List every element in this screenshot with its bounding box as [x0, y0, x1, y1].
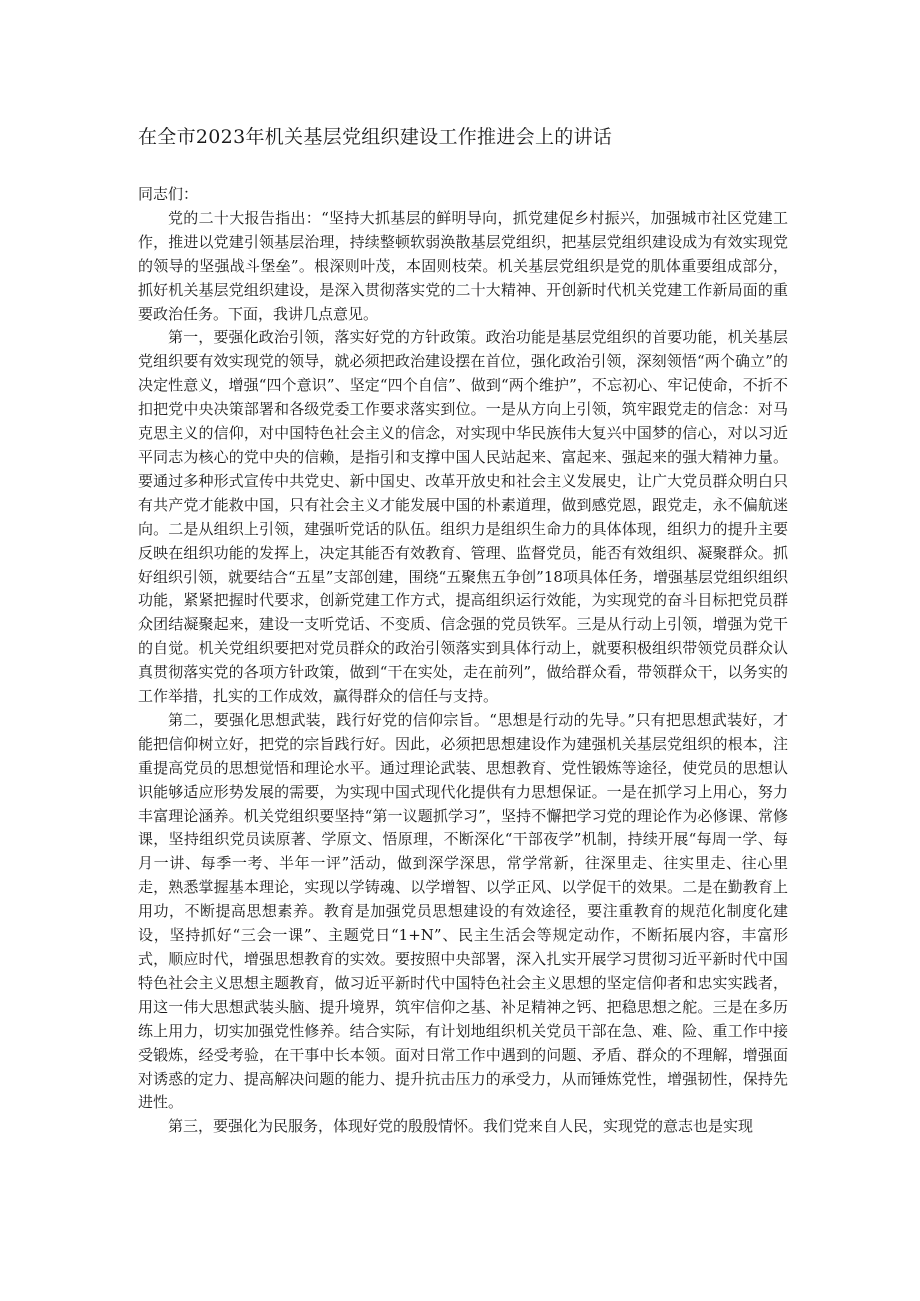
- document-body: [138, 183, 788, 1139]
- paragraph-intro: 党的二十大报告指出：“坚持大抓基层的鲜明导向，抓党建促乡村振兴，加强城市社区党建工作，推进以党建引领基层治理，持续整顿软弱涣散基层党组织，把基层党组织建设成为有效实现党的领导的坚强战斗堡垒”。根深则叶茂，本固则枝荣。机关基层党组织是党的肌体重要组成部分，抓好机关基层党组织建设，是深入贯彻落实党的二十大精神、开创新时代机关党建工作新局面的重要政治任务。下面，我讲几点意见。: [138, 208, 788, 323]
- paragraph-ideological-arming: 第二，要强化思想武装，践行好党的信仰宗旨。“思想是行动的先导。”只有把思想武装好，才能把信仰树立好，把党的宗旨践行好。因此，必须把思想建设作为建强机关基层党组织的根本，注重提高党员的思想觉悟和理论水平。通过理论武装、思想教育、党性锻炼等途径，使党员的思想认识能够适应形势发展的需要，为实现中国式现代化提供有力思想保证。一是在抓学习上用心，努力丰富理论涵养。机关党组织要坚持“第一议题抓学习”，坚持不懈把学习党的理论作为必修课、常修课，坚持组织党员读原著、学原文、悟原理，不断深化“干部夜学”机制，持续开展“每周一学、每月一讲、每季一考、半年一评”活动，做到深学深思，常学常新，往深里走、往实里走、往心里走，熟悉掌握基本理论，实现以学铸魂、以学增智、以学正风、以学促干的效果。二是在勤教育上用功，不断提高思想素养。教育是加强党员思想建设的有效途径，要注重教育的规范化制度化建设，坚持抓好“三会一课”、主题党日“1+N”、民主生活会等规定动作，不断拓展内容，丰富形式，顺应时代，增强思想教育的实效。要按照中央部署，深入扎实开展学习贯彻习近平新时代中国特色社会主义思想主题教育，做习近平新时代中国特色社会主义思想的坚定信仰者和忠实实践者，用这一伟大思想武装头脑、提升境界，筑牢信仰之基、补足精神之钙、把稳思想之舵。三是在多历练上用力，切实加强党性修养。结合实际，有计划地组织机关党员干部在急、难、险、重工作中接受锻炼，经受考验，在干事中长本领。面对日常工作中遇到的问题、矛盾、群众的不理解，增强面对诱惑的定力、提高解决问题的能力、提升抗击压力的承受力，从而锤炼党性，增强韧性，保持先进性。: [138, 710, 788, 1112]
- paragraph-serving-people: 第三，要强化为民服务，体现好党的殷殷情怀。我们党来自人民，实现党的意志也是实现: [168, 1117, 754, 1136]
- salutation: 同志们：: [138, 185, 199, 203]
- paragraph-political-leadership: 第一，要强化政治引领，落实好党的方针政策。政治功能是基层党组织的首要功能，机关基层党组织要有效实现党的领导，就必须把政治建设摆在首位，强化政治引领，深刻领悟“两个确立”的决定性意义，增强“四个意识”、坚定“四个自信”、做到“两个维护”，不忘初心、牢记使命，不折不扣把党中央决策部署和各级党委工作要求落实到位。一是从方向上引领，筑牢跟党走的信念：对马克思主义的信仰，对中国特色社会主义的信念，对实现中华民族伟大复兴中国梦的信心，对以习近平同志为核心的党中央的信赖，是指引和支撑中国人民站起来、富起来、强起来的强大精神力量。要通过多种形式宣传中共党史、新中国史、改革开放史和社会主义发展史，让广大党员群众明白只有共产党才能救中国，只有社会主义才能发展中国的朴素道理，做到感党恩，跟党走，永不偏航迷向。二是从组织上引领，建强听党话的队伍。组织力是组织生命力的具体体现，组织力的提升主要反映在组织功能的发挥上，决定其能否有效教育、管理、监督党员，能否有效组织、凝聚群众。抓好组织引领，就要结合“五星”支部创建，围绕“五聚焦五争创”18项具体任务，增强基层党组织组织功能，紧紧把握时代要求，创新党建工作方式，提高组织运行效能，为实现党的奋斗目标把党员群众团结凝聚起来，建设一支听党话、不变质、信念强的党员铁军。三是从行动上引领，增强为党干的自觉。机关党组织要把对党员群众的政治引领落实到具体行动上，就要积极组织带领党员群众认真贯彻落实党的各项方针政策，做到“干在实处，走在前列”，做给群众看，带领群众干，以务实的工作举措，扎实的工作成效，赢得群众的信任与支持。: [138, 328, 788, 706]
- document-title: 在全市2023年机关基层党组织建设工作推进会上的讲话: [138, 126, 613, 148]
